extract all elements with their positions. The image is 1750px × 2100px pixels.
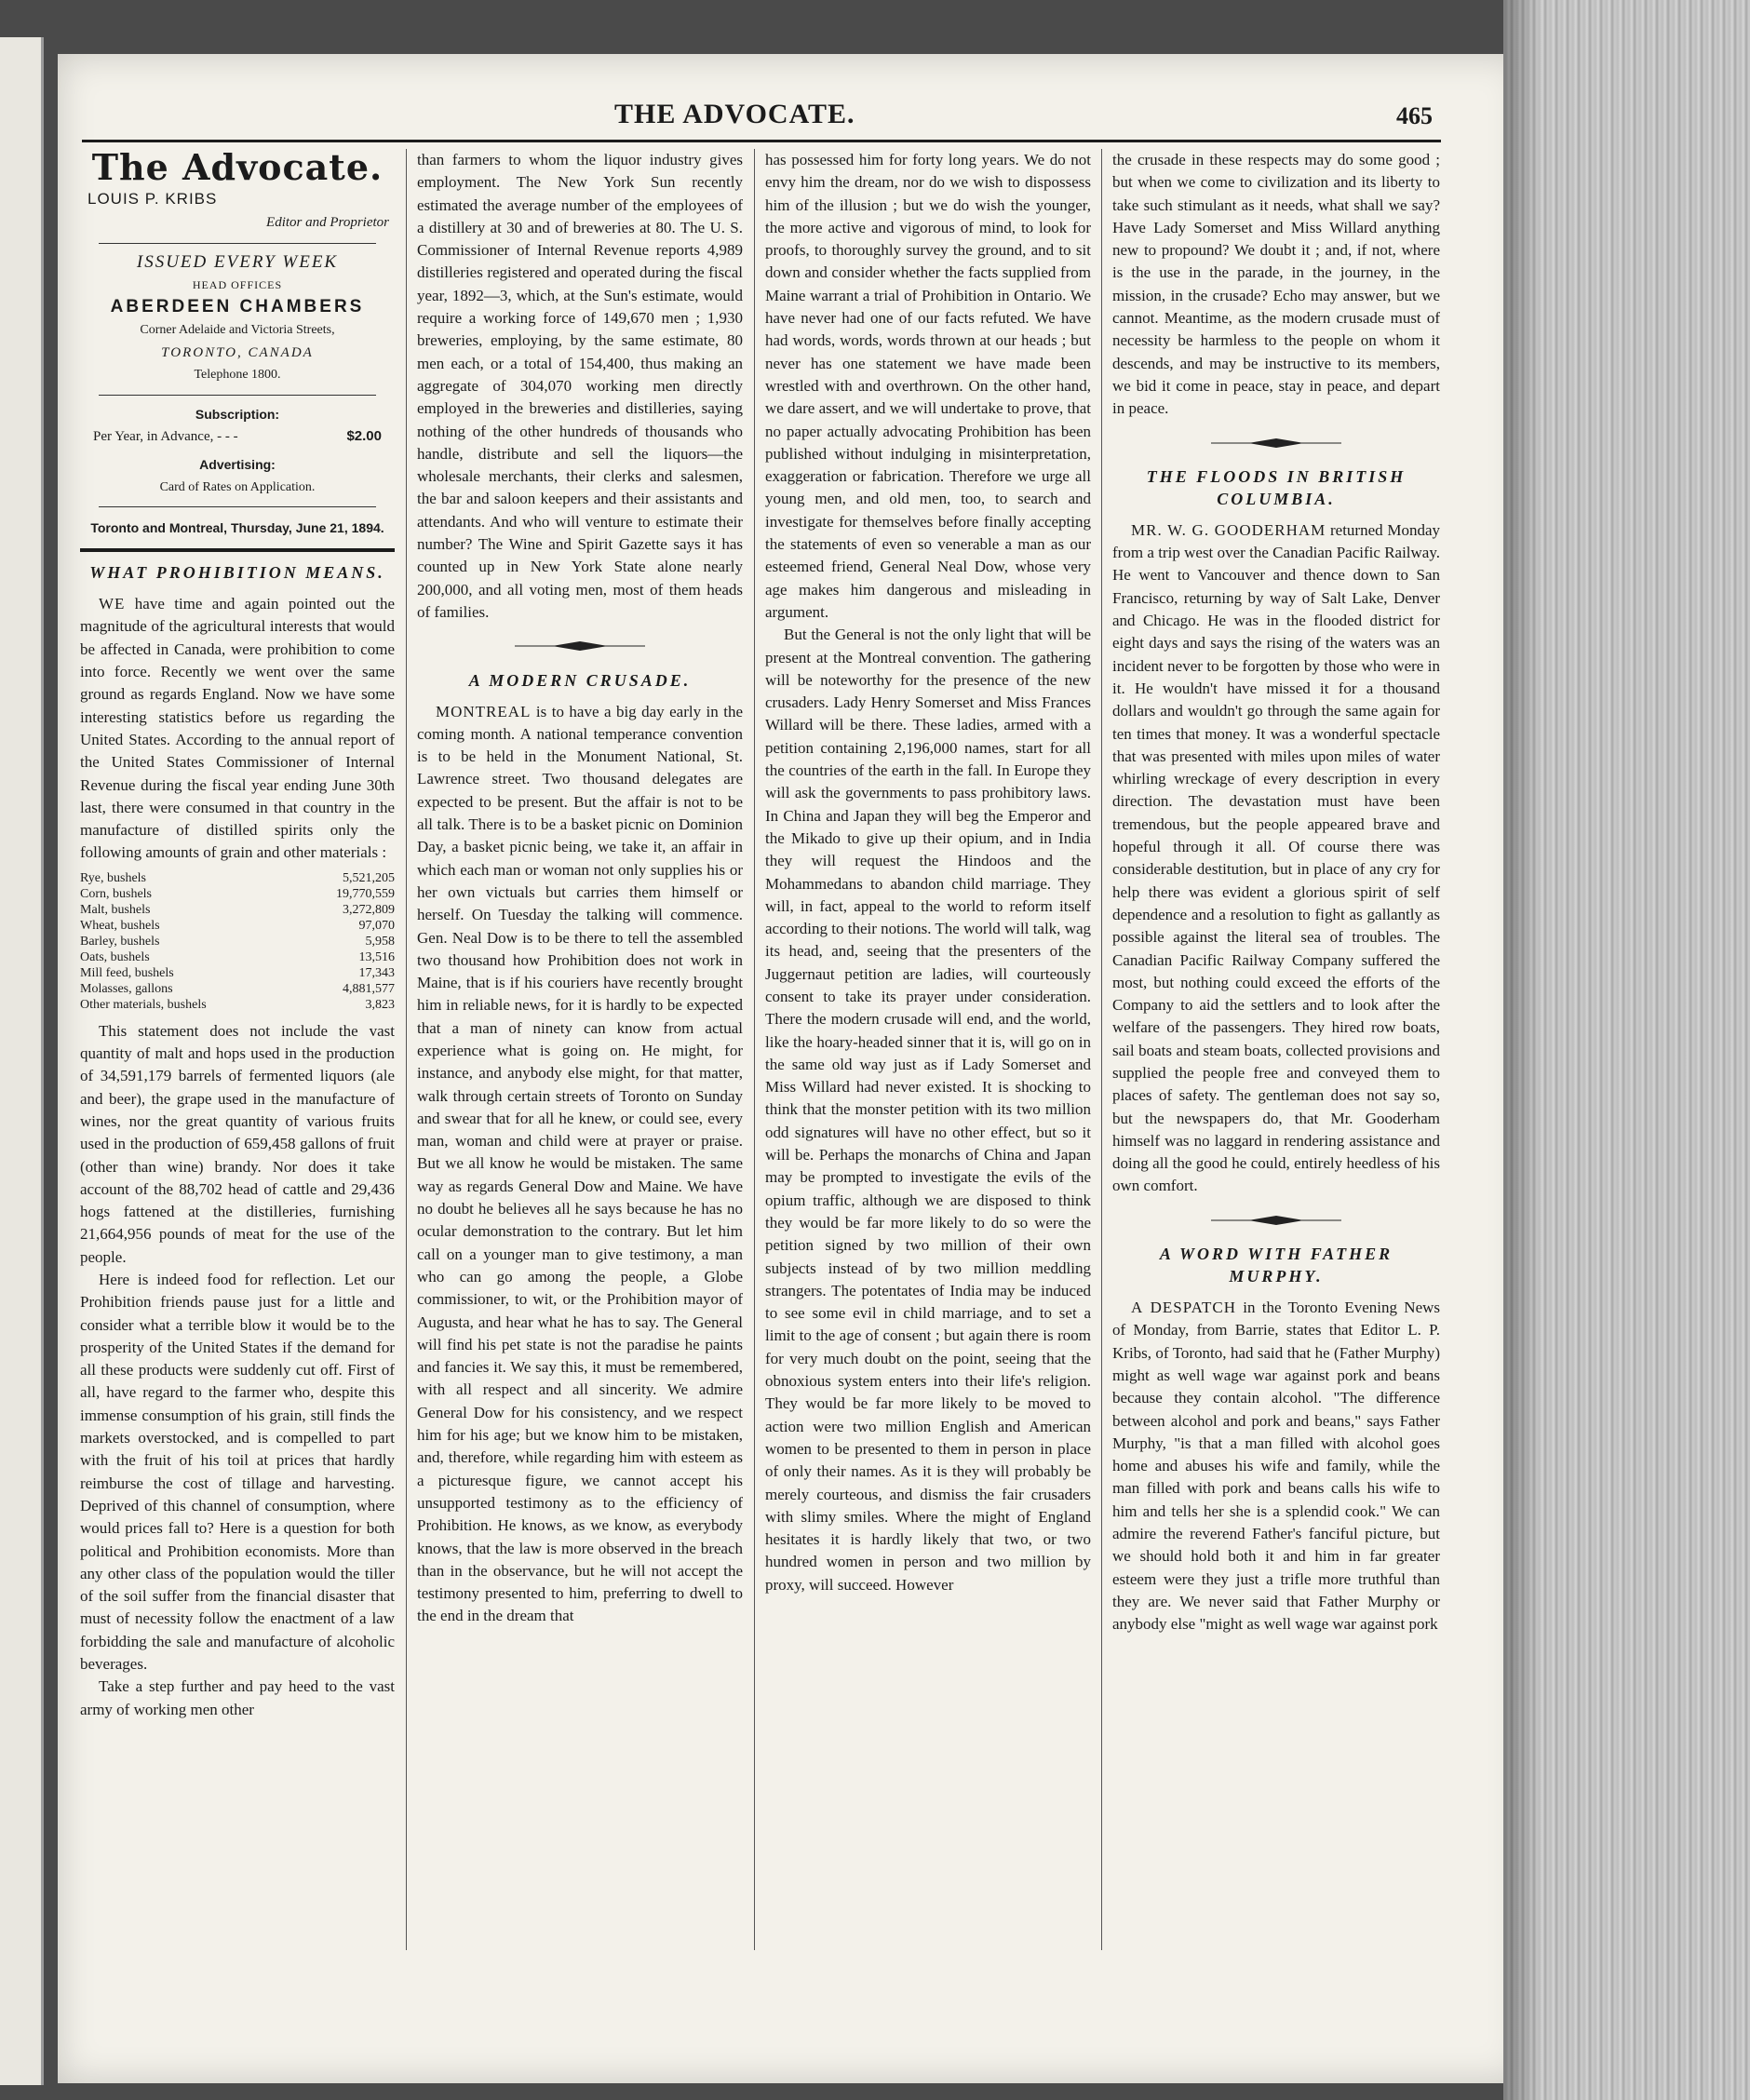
previous-page-edge	[0, 37, 44, 2085]
subscription-label: Subscription:	[195, 406, 280, 422]
advertising-text: Card of Rates on Application.	[159, 479, 316, 494]
grain-statistics-table	[80, 870, 395, 1013]
masthead-thick-rule	[80, 548, 395, 552]
issue-date-line: Toronto and Montreal, Thursday, June 21, 1894.	[90, 519, 384, 535]
stats-item: Molasses, gallons	[80, 981, 173, 996]
lead-in: MR. W. G. GOODERHAM	[1131, 520, 1326, 539]
article-paragraph: the crusade in these respects may do some good ; but when we come to civilization and its liberty to take such stimulant as it needs, what shall we say? Have Lady Somerset and Miss Willard anything new to propound? We doubt it ; and, if not, where is the use in the parade, in the journey, in the mission, in the crusade? Echo may answer, but we cannot. Meantime, as the modern crusade must of necessity be harmless to the people on whom it descends, and may be instructive to its members, we bid it come in peace, stay in peace, and depart in peace.	[1112, 151, 1440, 418]
subscription-price: $2.00	[346, 427, 382, 444]
article-paragraph: MR. W. G. GOODERHAM returned Monday from a trip west over the Canadian Pacific Railway. He went to Vancouver and thence down to San Francisco, returning by way of Salt Lake, Denver and Chicago. He was in the flooded district for eight days and says the rising of the waters was an incident never to be forgotten by those who were in it. He wouldn't have missed it for a thousand dollars and wouldn't go through the same again for ten times that money. It was a wonderful spectacle that was presented with miles upon miles of water whirling wreckage of every description in every direction. The devastation must have been tremendous, but the people appeared brave and hopeful through it all. Of course there was considerable destitution, but in place of any cry for help there was evident a glorious spirit of self dependence and a resolution to fight as gallantly as possible against the literal sea of troubles. The Canadian Pacific Railway Company suffered the most, but nothing could exceed the efforts of the Company to aid the settlers and to look after the welfare of the passengers. They hired row boats, sail boats and steam boats, collected provisions and supplied the people free and conveyed them to places of safety. The gentleman does not say so, but the newspapers do, that Mr. Gooderham himself was no laggard in rendering assistance and doing all the good he could, entirely heedless of his own comfort.	[1112, 520, 1440, 1195]
headline-a-modern-crusade: A MODERN CRUSADE.	[468, 670, 692, 690]
ornament-divider	[1112, 1211, 1440, 1233]
lead-in: A DESPATCH	[1131, 1299, 1237, 1317]
masthead-city: TORONTO, CANADA	[161, 345, 314, 361]
masthead-rule	[99, 243, 376, 244]
stats-item: Other materials, bushels	[80, 997, 207, 1012]
ornament-divider	[1112, 434, 1440, 456]
stats-row	[80, 870, 395, 886]
ornament-divider	[417, 637, 743, 659]
article-paragraph: WE have time and again pointed out the magnitude of the agricultural interests that would be affected in Canada, were prohibition to come into force. Recently we went over the same ground as regards England. Now we have some interesting statistics before us regarding the United States. According to the annual report of the United States Commissioner of Internal Revenue during the fiscal year ending June 30th last, there were consumed in that country in the manufacture of distilled spirits only the following amounts of grain and other materials :	[80, 595, 395, 862]
article-paragraph: MONTREAL is to have a big day early in the coming month. A national temperance convention is to be held in the Monument National, St. Lawrence street. Two thousand delegates are expected to be present. But the affair is not to be all talk. There is to be a basket picnic on Dominion Day, a basket picnic being, we take it, an affair in which each man or woman not only supplies his or her own victuals but carries them himself or herself. On Tuesday the talking will commence. Gen. Neal Dow is to be there to tell the assembled two thousand how Prohibition does not work in Maine, that is if his couriers have recently brought him in reliable news, for it is hardly to be expected that a man of ninety can know from actual experience what is going on. He might, for instance, and anybody else might, for that matter, walk through certain streets of Toronto on Sunday and swear that for all he knew, or could see, every man, woman and child were at prayer or praise. But we all know he would be mistaken. The same way as regards General Dow and Maine. We have no doubt he believes all he says because he has no ocular demonstration to the contrary. But let him call on a younger man to give testimony, a man who can go among the people, a Globe commissioner, to wit, or the Prohibition mayor of Augusta, and hear what he has to say. The General will find his pet state is not the paradise he paints and fancies it. We say this, it must be remembered, with all respect and all sincerity. We admire General Dow for his consistency, and we respect him for his age; but we know him to be mistaken, and, therefore, while regarding him with esteem as a picturesque figure, we cannot accept his unsupported testimony as to the efficiency of Prohibition. He knows, as we know, as everybody knows, that the law is more observed in the breach than in the observance, but he will not accept the testimony presented to him, preferring to dwell to the end in the dream that	[417, 702, 743, 1625]
stats-item: Wheat, bushels	[80, 918, 160, 933]
masthead	[80, 149, 395, 552]
masthead-address: Corner Adelaide and Victoria Streets,	[140, 322, 335, 337]
masthead-chambers: ABERDEEN CHAMBERS	[110, 297, 365, 317]
stats-row	[80, 997, 395, 1013]
article-paragraph: Take a step further and pay heed to the vast army of working men other	[80, 1677, 395, 1718]
masthead-rule	[99, 395, 376, 396]
stats-row	[80, 918, 395, 934]
page-header-title: THE ADVOCATE.	[614, 99, 855, 129]
stats-item: Oats, bushels	[80, 949, 150, 964]
stats-item: Barley, bushels	[80, 934, 160, 949]
stats-value: 3,272,809	[343, 902, 395, 917]
column-divider	[754, 149, 755, 1950]
stats-value: 19,770,559	[336, 886, 395, 901]
stats-row	[80, 934, 395, 949]
stats-row	[80, 949, 395, 965]
advertising-label: Advertising:	[199, 457, 276, 473]
stats-row	[80, 886, 395, 902]
book-gutter-shadow	[1503, 0, 1541, 2100]
column-1	[80, 149, 395, 1955]
stats-value: 17,343	[358, 965, 395, 980]
article-paragraph: A DESPATCH in the Toronto Evening News of Monday, from Barrie, states that Editor L. P. Kribs, of Toronto, had said that he (Father Murphy) might as well wage war against pork and beans because they contain alcohol. "The difference between alcohol and pork and beans," says Father Murphy, "is that a man filled with alcohol goes home and abuses his wife and family, while the man filled with pork and beans calls his wife to him and tells her she is a splendid cook." We can admire the reverend Father's fanciful picture, but we should hold both it and him in far greater esteem were they just a trifle more truthful than they are. We never said that Father Murphy or anybody else "might as well wage war against pork	[1112, 1299, 1440, 1634]
article-paragraph: Here is indeed food for reflection. Let our Prohibition friends pause just for a little and consider what a terrible blow it would be to the prosperity of the United States if the demand for all these products were suddenly cut off. First of all, have regard to the farmer who, despite this immense consumption of his grain, still finds the markets overstocked, and is compelled to part with the fruit of his toil at prices that hardly reimburse the cost of tillage and harvesting. Deprived of this channel of consumption, where would prices fall to? Here is a question for both political and Prohibition economists. More than any other class of the population would the tiller of the soil suffer from the financial disaster that must of necessity follow the enactment of a law forbidding the sale and manufacture of alcoholic beverages.	[80, 1270, 395, 1674]
masthead-issued: ISSUED EVERY WEEK	[136, 251, 339, 272]
column-2	[417, 149, 743, 1950]
column-4	[1112, 149, 1440, 1950]
stats-value: 5,521,205	[343, 870, 395, 885]
masthead-editor: LOUIS P. KRIBS	[88, 190, 218, 209]
article-paragraph: has possessed him for forty long years. We do not envy him the dream, nor do we wish to dispossess him of the illusion ; but we do wish the younger, the more active and vigorous of mind, to look for proofs, to thoroughly survey the ground, and to sit down and consider whether the facts supplied from Maine warrant a trial of Prohibition in Ontario. We have never had one of our facts refuted. We have had words, words, words thrown at our heads ; but never has one statement we have made been wrestled with and overthrown. On the other hand, we dare assert, and we will undertake to prove, that no paper actually advocating Prohibition has been published without indulging in misinterpretation, exaggeration or fabrication. Therefore we urge all young men, and old men, too, to search and investigate for themselves before finally accepting the statements of even so venerable a man as our esteemed friend, General Neal Dow, whose very age makes him dangerous and misleading in argument.	[765, 151, 1091, 621]
stats-value: 13,516	[358, 949, 395, 964]
stats-value: 4,881,577	[343, 981, 395, 996]
lead-in: WE	[99, 595, 126, 613]
headline-what-prohibition-means: WHAT PROHIBITION MEANS.	[89, 563, 385, 583]
column-divider	[406, 149, 407, 1950]
article-paragraph: This statement does not include the vast quantity of malt and hops used in the production of 34,591,179 barrels of fermented liquors (ale and beer), the grape used in the manufacture of wines, nor the great quantity of various fruits used in the production of 659,458 gallons of fruit (other than wine) brandy. Nor does it take account of the 88,702 head of cattle and 29,436 hogs fattened at the distilleries, furnishing 21,664,956 pounds of meat for the use of the people.	[80, 1021, 395, 1266]
stats-row	[80, 965, 395, 981]
page-number: 465	[1396, 102, 1433, 129]
stats-value: 5,958	[365, 934, 395, 949]
stats-item: Malt, bushels	[80, 902, 151, 917]
stats-value: 97,070	[358, 918, 395, 933]
masthead-rule	[99, 506, 376, 507]
header-rule	[82, 140, 1441, 142]
article-paragraph: than farmers to whom the liquor industry gives employment. The New York Sun recently estimated the average number of the employees of a distillery at 30 and of breweries at 80. The U. S. Commissioner of Internal Revenue reports 4,989 distilleries registered and operated during the fiscal year, 1892—3, which, at the Sun's estimate, would require a working force of 149,670 men ; 1,930 breweries, employing, by the same estimate, 80 men each, or a total of 154,400, thus making an aggregate of 304,070 working men directly employed in the breweries and distilleries, saying nothing of the other hundreds of thousands who handle, distribute and sell the liquors—the wholesale merchants, their clerks and salesmen, the bar and saloon keepers and their assistants and attendants. And who will venture to estimate their number? The Wine and Spirit Gazette says it has counted up in New York State alone nearly 200,000, and all voting men, most of them heads of families.	[417, 151, 743, 621]
stats-row	[80, 981, 395, 997]
masthead-role: Editor and Proprietor	[266, 214, 389, 230]
masthead-telephone: Telephone 1800.	[194, 368, 281, 383]
stats-item: Corn, bushels	[80, 886, 152, 901]
stats-value: 3,823	[365, 997, 395, 1012]
column-divider	[1101, 149, 1102, 1950]
column-3	[765, 149, 1091, 1950]
stats-item: Rye, bushels	[80, 870, 146, 885]
lead-in: MONTREAL	[436, 702, 532, 720]
subscription-row	[80, 425, 395, 448]
headline-floods-british-columbia: THE FLOODS IN BRITISH COLUMBIA.	[1146, 466, 1407, 508]
stats-item: Mill feed, bushels	[80, 965, 174, 980]
masthead-title: The Advocate.	[91, 149, 384, 188]
headline-word-with-father-murphy: A WORD WITH FATHER MURPHY.	[1159, 1245, 1393, 1286]
subscription-text: Per Year, in Advance, - - -	[93, 428, 238, 444]
masthead-head-offices: HEAD OFFICES	[192, 278, 283, 292]
stats-row	[80, 902, 395, 918]
article-paragraph: But the General is not the only light that will be present at the Montreal convention. The gathering will be noteworthy for the presence of the new crusaders. Lady Henry Somerset and Miss Frances Willard will be there. These ladies, armed with a petition containing 2,196,000 names, start for all the countries of the earth in the fall. In Europe they will ask the governments to pass prohibitory laws. In China and Japan they will beg the Emperor and the Mikado to give up their opium, and in India they will request the Hindoos and the Mohammedans to abandon child marriage. They will, in fact, appeal to the world to reform itself according to their notions. The world will talk, wag its head, and, seeing that the presenters of the Juggernaut petition are ladies, will courteously consent to take its prayer under consideration. There the modern crusade will end, and the world, like the hoary-headed sinner that it is, will go on in the same old way just as if Lady Somerset and Miss Willard had never existed. It is shocking to think that the monster petition with its two million odd signatures will have no other effect, but so it will be. Perhaps the monarchs of China and Japan may be prompted to investigate the evils of the opium traffic, although we are disposed to think they would be far more likely to do so were the petition signed by two million of their own subjects instead of by two million meddling strangers. The potentates of India may be induced to see some evil in child marriage, and to set a limit to the age of consent ; but again there is room for very much doubt on the point, seeing that the obnoxious system enters into their life's religion. They would be far more likely to be moved to action were two million English and American women to be presented to them in person in place of only their names. As it is they will probably be merely courteous, and dismiss the fair crusaders with slimy smiles. Where the might of England hesitates it is hardly likely that two, or two hundred women in person and two million by proxy, will succeed. However	[765, 626, 1091, 1594]
